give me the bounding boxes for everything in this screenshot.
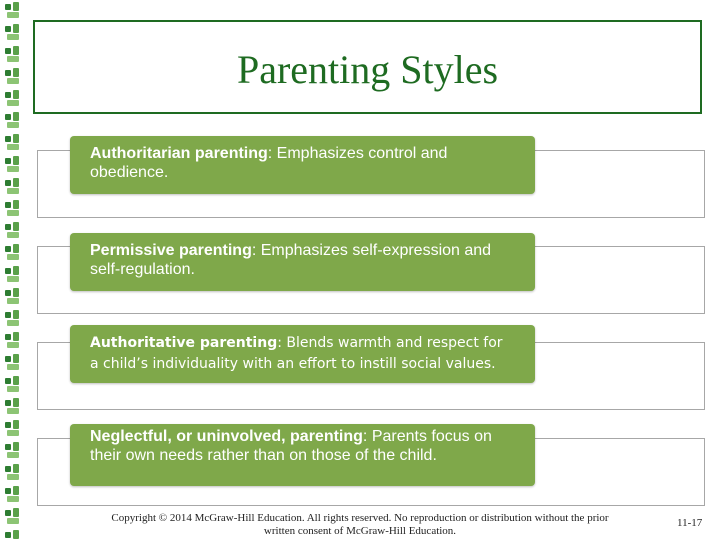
page-number: 11-17 [677, 517, 703, 529]
style-term: Neglectful, or uninvolved, parenting [90, 428, 363, 445]
style-description: : Parents focus on their own needs rather than on those of the child. [90, 428, 492, 464]
style-box-authoritarian [70, 136, 535, 194]
title-frame [33, 20, 702, 114]
style-term: Permissive parenting [90, 242, 252, 259]
decorative-left-strip [0, 0, 26, 540]
style-term: Authoritarian parenting [90, 145, 268, 162]
style-term: Authoritative parenting [90, 335, 278, 351]
style-box-neglectful [70, 424, 535, 486]
copyright-footer: Copyright © 2014 McGraw-Hill Education. All rights reserved. No reproduction or distribution without the prior written consent of McGraw-Hill Education. [111, 512, 609, 537]
style-box-permissive [70, 233, 535, 291]
style-description: : Emphasizes control and obedience. [90, 145, 448, 181]
slide-title: Parenting Styles [236, 47, 499, 92]
style-description: : Blends warmth and respect for a child’s individuality with an effort to instill social values. [90, 335, 503, 372]
decorative-strip-icon [0, 0, 26, 540]
style-box-authoritative [70, 325, 535, 383]
style-description: : Emphasizes self-expression and self-regulation. [90, 242, 492, 278]
